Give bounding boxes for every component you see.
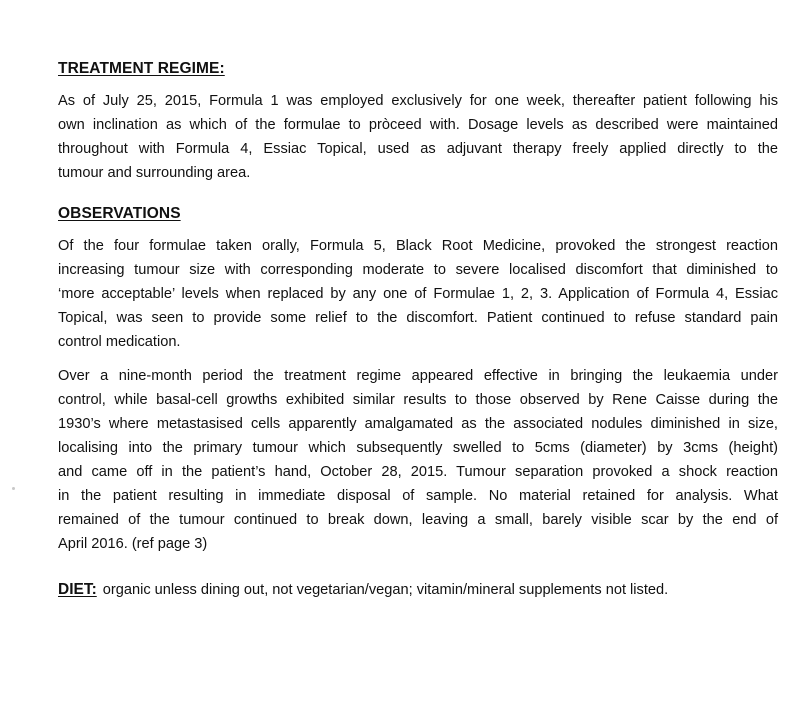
text-line: Of the four formulae taken orally, Formula 5, Black Root Medicine, provoked the strongest reaction xyxy=(58,238,778,254)
text-line: throughout with Formula 4, Essiac Topical, used as adjuvant therapy freely applied directly to the xyxy=(58,141,778,157)
text-line: As of July 25, 2015, Formula 1 was employed exclusively for one week, thereafter patient following his xyxy=(58,93,778,109)
text-line: control, while basal-cell growths exhibited similar results to those observed by Rene Caisse during the xyxy=(58,392,778,408)
text-line: increasing tumour size with corresponding moderate to severe localised discomfort that diminished to xyxy=(58,262,778,278)
text-line: control medication. xyxy=(58,334,181,350)
observations-heading: OBSERVATIONS xyxy=(58,205,181,222)
observations-paragraph-1 xyxy=(58,234,778,354)
text-line: 1930’s where metastasised cells apparently amalgamated as the associated nodules diminished in size, xyxy=(58,416,778,432)
text-line: April 2016. (ref page 3) xyxy=(58,536,208,552)
observations-paragraph-2 xyxy=(58,364,778,556)
text-line: in the patient resulting in immediate disposal of sample. No material retained for analysis. What xyxy=(58,488,778,504)
text-line: remained of the tumour continued to break down, leaving a small, barely visible scar by the end of xyxy=(58,512,778,528)
text-line: tumour and surrounding area. xyxy=(58,165,251,181)
text-line: Over a nine-month period the treatment regime appeared effective in bringing the leukaemia under xyxy=(58,368,778,384)
text-line: ‘more acceptable’ levels when replaced by any one of Formulae 1, 2, 3. Application of Formula 4, Essiac xyxy=(58,286,778,302)
text-line: own inclination as which of the formulae to pròceed with. Dosage levels as described were maintained xyxy=(58,117,778,133)
diet-text: organic unless dining out, not vegetarian/vegan; vitamin/mineral supplements not listed. xyxy=(102,582,669,598)
scan-speck xyxy=(12,487,15,490)
diet-label: DIET: xyxy=(58,581,97,598)
diet-line xyxy=(58,578,778,602)
text-line: and came off in the patient’s hand, October 28, 2015. Tumour separation provoked a shock reaction xyxy=(58,464,778,480)
text-line: Topical, was seen to provide some relief to the discomfort. Patient continued to refuse standard pain xyxy=(58,310,778,326)
treatment-regime-heading: TREATMENT REGIME: xyxy=(58,60,225,77)
text-line: localising into the primary tumour which subsequently swelled to 5cms (diameter) by 3cms (height) xyxy=(58,440,778,456)
treatment-regime-paragraph xyxy=(58,89,778,185)
document-page xyxy=(58,58,778,602)
